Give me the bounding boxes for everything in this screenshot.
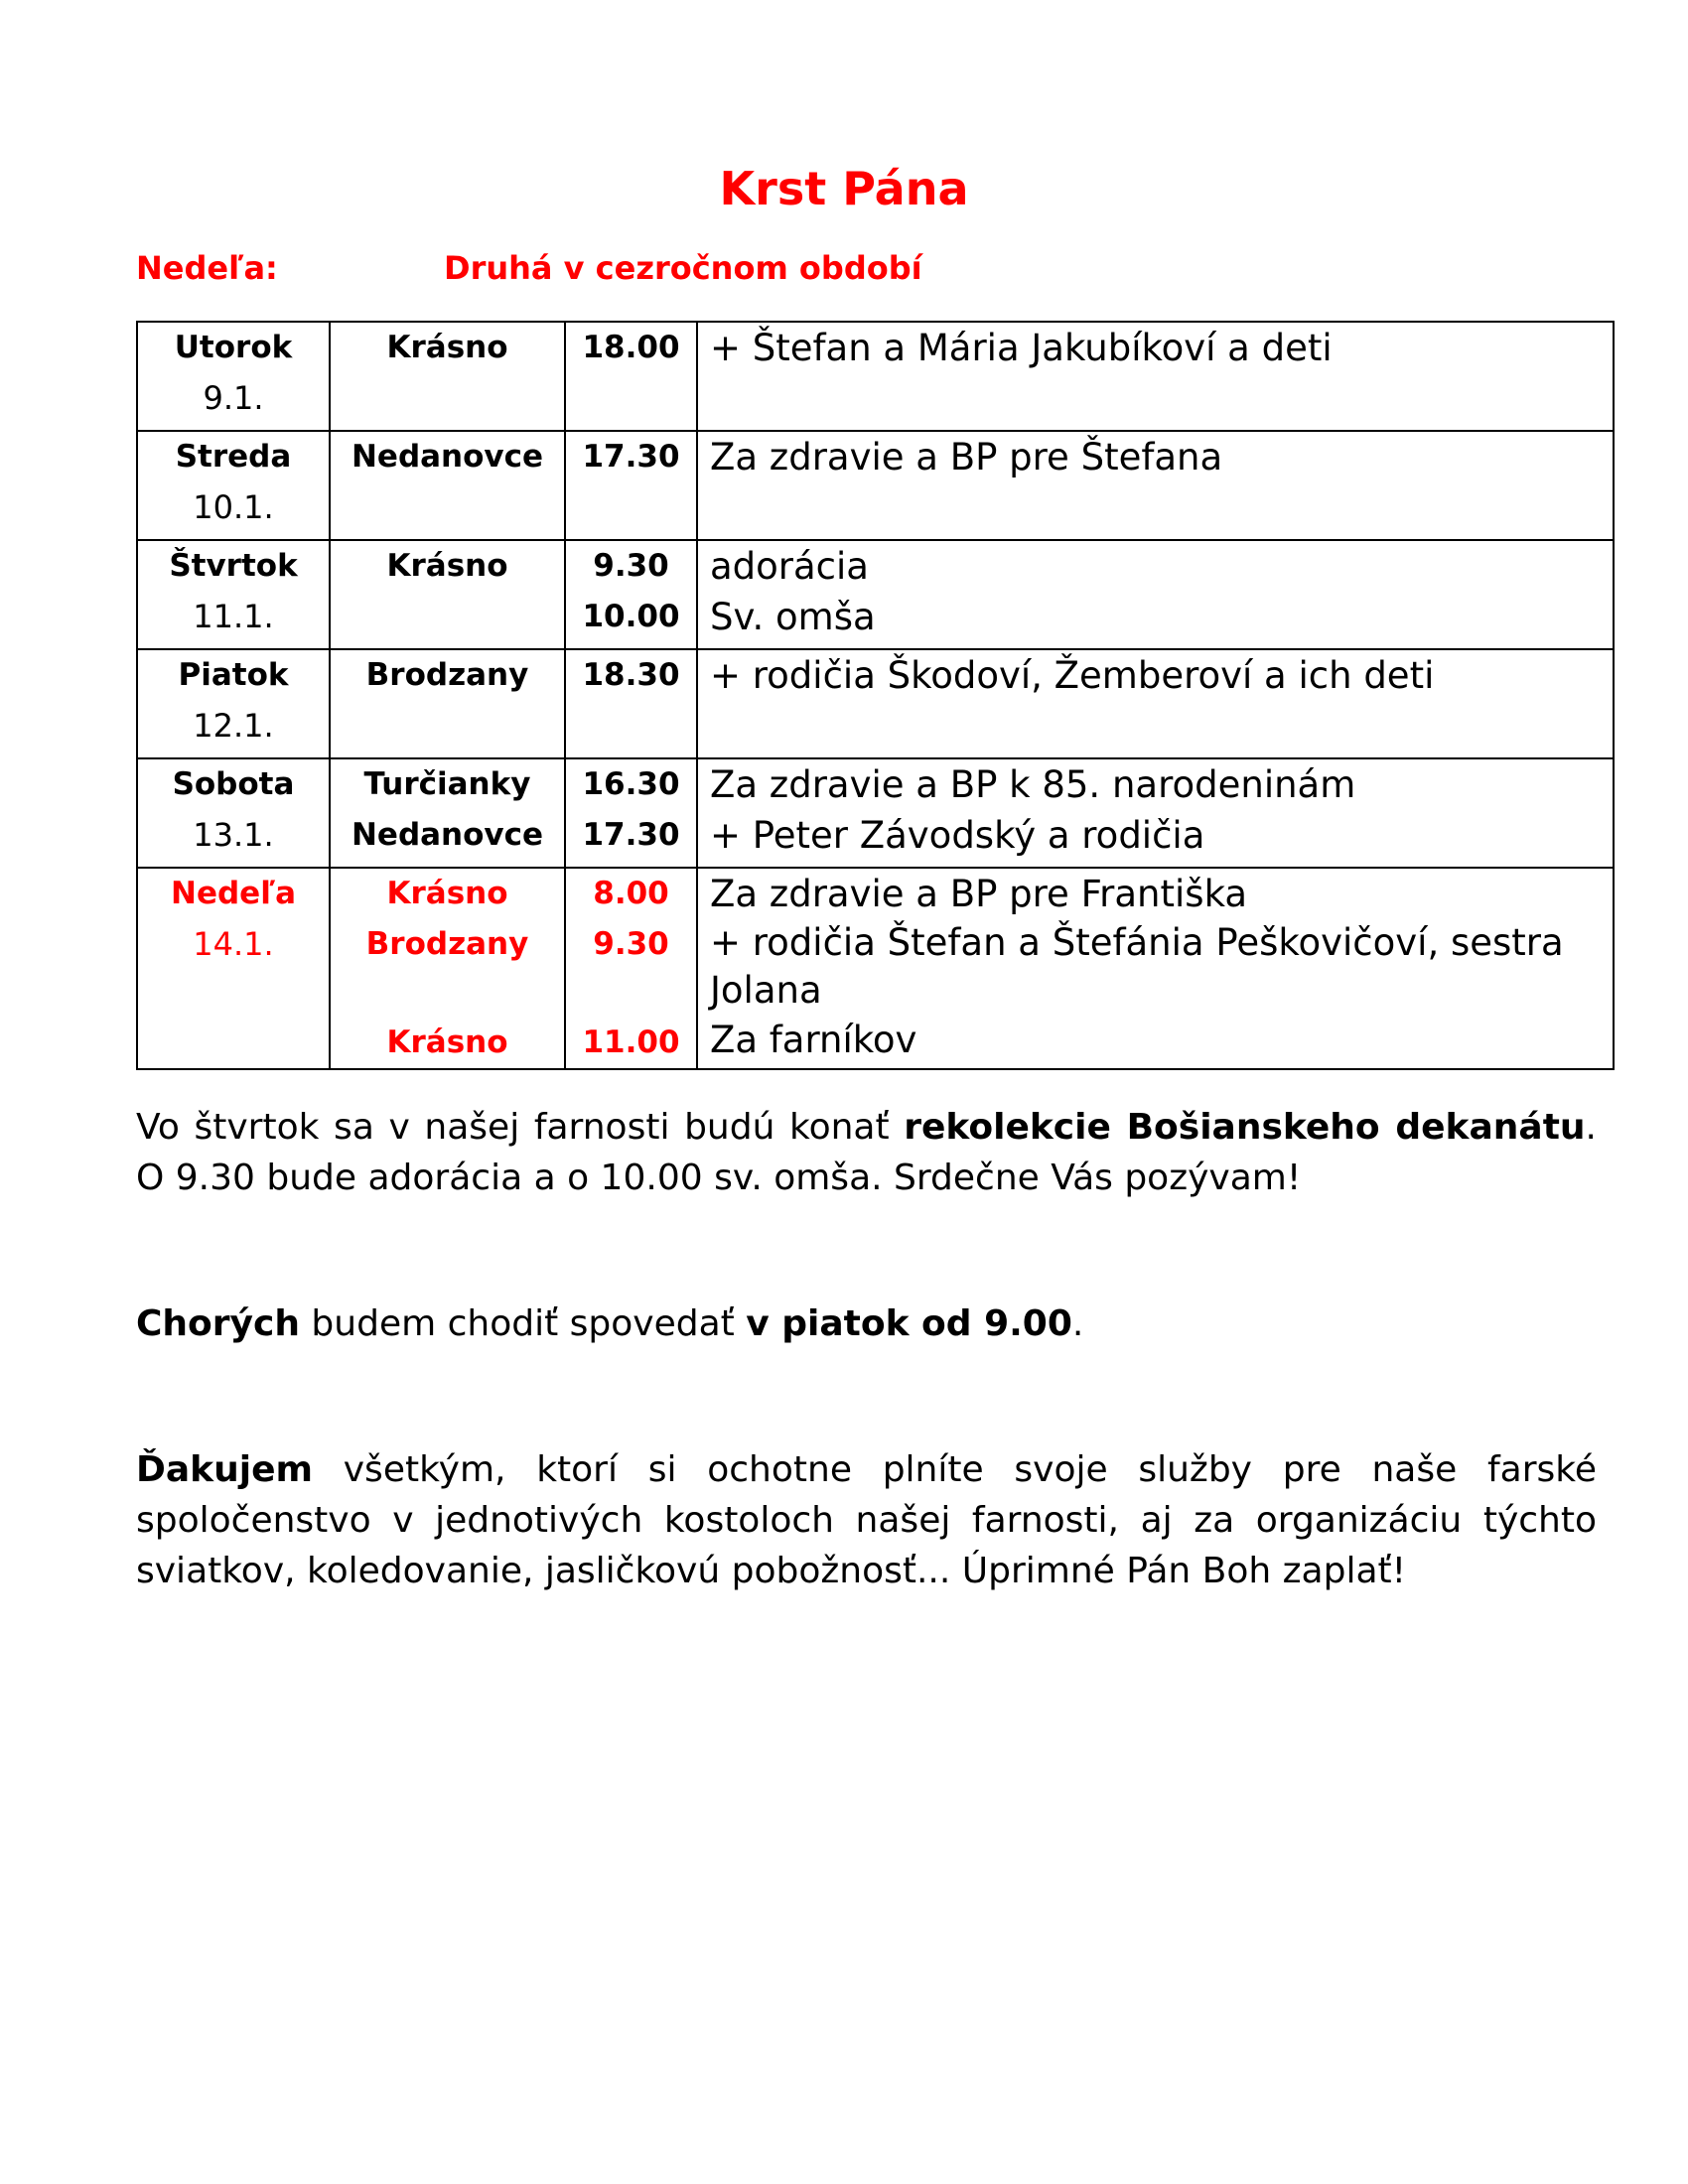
announcement-text: všetkým, ktorí si ochotne plníte svoje služby pre naše farské spoločenstvo v jednotivých kostoloch našej farnosti, aj za organizáciu týchto sviatkov, koledovanie, jasličkovú pobožnosť... Úprimné Pán Boh zaplať! bbox=[136, 1449, 1597, 1591]
mass-time: 17.30 bbox=[582, 817, 680, 853]
announcement-confession bbox=[136, 1298, 1597, 1349]
intention-text: Za zdravie a BP pre Štefana bbox=[710, 436, 1223, 478]
table-row bbox=[137, 322, 1614, 431]
mass-time: 10.00 bbox=[582, 599, 680, 634]
announcement-bold: v piatok od 9.00 bbox=[746, 1303, 1072, 1344]
time-cell bbox=[565, 649, 697, 758]
day-date: 13.1. bbox=[193, 816, 274, 854]
mass-time: 9.30 bbox=[593, 548, 669, 584]
announcement-text: budem chodiť spovedať bbox=[299, 1303, 747, 1344]
mass-schedule-table bbox=[136, 321, 1615, 1070]
day-date: 9.1. bbox=[203, 379, 264, 417]
announcement-text: . O 9.30 bude adorácia a o 10.00 sv. omša. Srdečne Vás pozývam! bbox=[136, 1107, 1597, 1198]
time-cell bbox=[565, 758, 697, 868]
intention-text: Za zdravie a BP k 85. narodeninám bbox=[710, 763, 1356, 806]
intention-text: Za farníkov bbox=[710, 1019, 917, 1061]
mass-time bbox=[566, 970, 696, 1018]
table-row bbox=[137, 540, 1614, 649]
intention-text: Za zdravie a BP pre Františka bbox=[710, 873, 1248, 915]
place-cell bbox=[330, 758, 565, 868]
day-name: Utorok bbox=[174, 330, 293, 365]
table-row bbox=[137, 431, 1614, 540]
place-cell bbox=[330, 322, 565, 431]
place-cell bbox=[330, 868, 565, 1069]
day-name: Nedeľa bbox=[171, 876, 296, 911]
mass-time: 16.30 bbox=[582, 766, 680, 802]
day-name: Streda bbox=[175, 439, 292, 475]
day-cell bbox=[137, 868, 330, 1069]
day-date: 11.1. bbox=[193, 598, 274, 635]
page-title: Krst Pána bbox=[719, 162, 969, 215]
place-name bbox=[331, 970, 564, 1018]
intention-text: + rodičia Škodoví, Žemberoví a ich deti bbox=[710, 654, 1435, 697]
announcement-bold: rekolekcie Bošianskeho dekanátu bbox=[904, 1107, 1586, 1148]
place-name: Brodzany bbox=[365, 657, 529, 693]
place-name: Nedanovce bbox=[351, 439, 544, 475]
table-row bbox=[137, 868, 1614, 1069]
intention-cell bbox=[697, 540, 1614, 649]
mass-time: 18.30 bbox=[582, 657, 680, 693]
place-name: Krásno bbox=[386, 330, 508, 365]
place-name: Brodzany bbox=[365, 926, 529, 962]
mass-time: 8.00 bbox=[593, 876, 669, 911]
announcement-bold: Chorých bbox=[136, 1303, 300, 1344]
day-cell bbox=[137, 758, 330, 868]
place-cell bbox=[330, 649, 565, 758]
intention-cell bbox=[697, 431, 1614, 540]
intention-text: + rodičia Štefan a Štefánia Peškovičoví, sestra Jolana bbox=[710, 921, 1564, 1012]
place-name: Krásno bbox=[386, 548, 508, 584]
day-date: 10.1. bbox=[193, 488, 274, 526]
mass-time: 9.30 bbox=[593, 926, 669, 962]
time-cell bbox=[565, 540, 697, 649]
mass-time: 18.00 bbox=[582, 330, 680, 365]
intention-cell bbox=[697, 868, 1614, 1069]
mass-time: 11.00 bbox=[582, 1024, 680, 1060]
day-name: Štvrtok bbox=[169, 548, 298, 584]
place-cell bbox=[330, 540, 565, 649]
intention-cell bbox=[697, 322, 1614, 431]
place-cell bbox=[330, 431, 565, 540]
day-cell bbox=[137, 649, 330, 758]
table-row bbox=[137, 649, 1614, 758]
announcement-thanks bbox=[136, 1444, 1597, 1596]
intention-text: + Peter Závodský a rodičia bbox=[710, 814, 1205, 857]
day-cell bbox=[137, 540, 330, 649]
mass-time: 17.30 bbox=[582, 439, 680, 475]
time-cell bbox=[565, 431, 697, 540]
table-row bbox=[137, 758, 1614, 868]
intention-text: adorácia bbox=[710, 545, 869, 588]
sunday-label: Nedeľa: bbox=[136, 249, 278, 287]
announcement-text: . bbox=[1071, 1303, 1084, 1344]
time-cell bbox=[565, 868, 697, 1069]
announcement-text: Vo štvrtok sa v našej farnosti budú konať bbox=[136, 1107, 905, 1148]
sunday-name: Druhá v cezročnom období bbox=[444, 249, 922, 287]
intention-cell bbox=[697, 649, 1614, 758]
day-name: Sobota bbox=[172, 766, 295, 802]
intention-text: + Štefan a Mária Jakubíkoví a deti bbox=[710, 327, 1333, 369]
day-cell bbox=[137, 322, 330, 431]
place-name: Nedanovce bbox=[351, 817, 544, 853]
sunday-heading bbox=[136, 246, 1625, 290]
place-name: Turčianky bbox=[363, 766, 531, 802]
intention-cell bbox=[697, 758, 1614, 868]
time-cell bbox=[565, 322, 697, 431]
place-name: Krásno bbox=[386, 876, 508, 911]
place-name: Krásno bbox=[386, 1024, 508, 1060]
day-cell bbox=[137, 431, 330, 540]
announcement-rekolekcie bbox=[136, 1102, 1597, 1203]
day-date: 12.1. bbox=[193, 707, 274, 745]
day-date: 14.1. bbox=[193, 925, 274, 963]
announcement-bold: Ďakujem bbox=[136, 1449, 314, 1490]
day-name: Piatok bbox=[178, 657, 289, 693]
intention-text: Sv. omša bbox=[710, 596, 876, 638]
